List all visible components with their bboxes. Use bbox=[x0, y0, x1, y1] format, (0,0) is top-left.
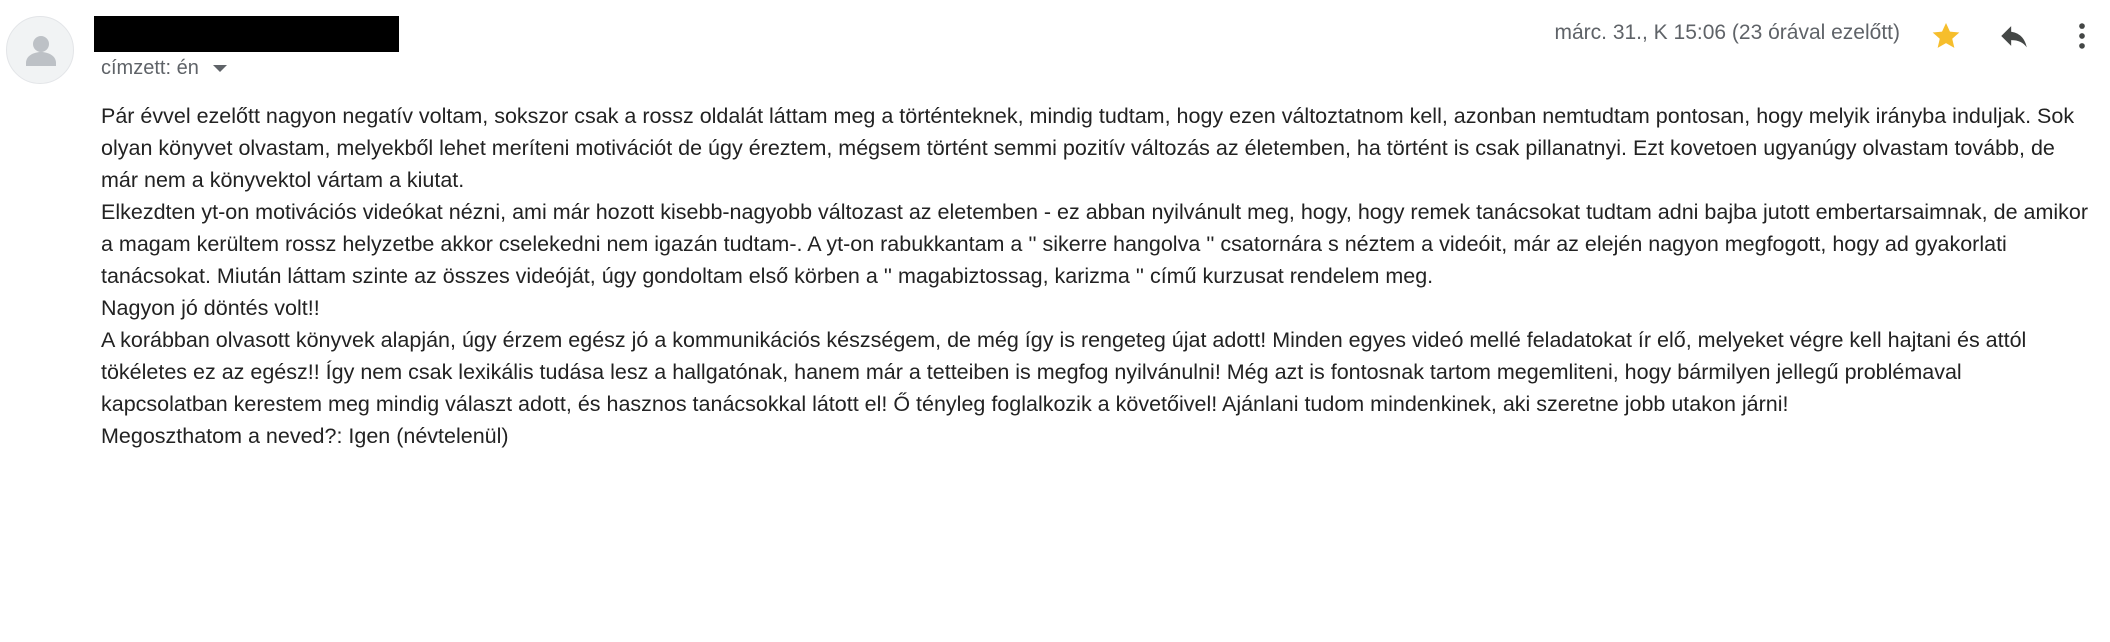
sender-name-redacted bbox=[94, 16, 399, 52]
reply-button[interactable] bbox=[1992, 14, 2036, 58]
message-timestamp: márc. 31., K 15:06 (23 órával ezelőtt) bbox=[1554, 21, 1900, 44]
message-paragraph: Pár évvel ezelőtt nagyon negatív voltam, sokszor csak a rossz oldalát láttam meg a történteknek, mindig tudtam, hogy ezen változtatnom kell, azonban nemtudtam pontosan, hogy melyik irányba induljak. Sok olyan könyvet olvastam, melyekből lehet meríteni motivációt de úgy éreztem, mégsem történt semmi pozitív változás az életemben, ha történt is csak pillanatnyi. Ezt kovetoen ugyanúgy olvastam tovább, de már nem a könyvektol vártam a kiutat. bbox=[101, 104, 2075, 192]
reply-icon bbox=[1997, 19, 2031, 53]
star-icon bbox=[1929, 19, 1963, 53]
recipient-label: címzett: én bbox=[101, 56, 199, 79]
person-icon bbox=[7, 17, 74, 84]
star-button[interactable] bbox=[1924, 14, 1968, 58]
more-options-button[interactable] bbox=[2060, 14, 2104, 58]
recipient-details-toggle[interactable] bbox=[101, 55, 227, 81]
message-paragraph: Nagyon jó döntés volt!! bbox=[101, 296, 320, 320]
more-vert-icon bbox=[2065, 19, 2099, 53]
message-paragraph: Megoszthatom a neved?: Igen (névtelenül) bbox=[101, 424, 509, 448]
message-body bbox=[101, 100, 2091, 452]
caret-down-icon bbox=[213, 65, 227, 72]
message-paragraph: A korábban olvasott könyvek alapján, úgy érzem egész jó a kommunikációs készségem, de még így is rengeteg újat adott! Minden egyes videó mellé feladatokat ír elő, melyeket végre kell hajtani és attól tökéletes ez az egész!! Így nem csak lexikális tudása lesz a hallgatónak, hanem már a tetteiben is megfog nyilvánulni! Még azt is fontosnak tartom megemliteni, hogy bármilyen jellegű problémaval kapcsolatban kerestem meg mindig választ adott, és hasznos tanácsokkal látott el! Ő tényleg foglalkozik a követőivel! Ajánlani tudom mindenkinek, aki szeretne jobb utakon járni! bbox=[101, 328, 2027, 416]
message-paragraph: Elkezdten yt-on motivációs videókat nézni, ami már hozott kisebb-nagyobb változast az eletemben - ez abban nyilvánult meg, hogy, hogy remek tanácsokat tudtam adni bajba jutott embertarsaimnak, de amikor a magam kerültem rossz helyzetbe akkor cselekedni nem igazán tudtam-. A yt-on rabukkantam a '' sikerre hangolva '' csatornára s néztem a videóit, már az elején nagyon megfogott, hogy ad gyakorlati tanácsokat. Miután láttam szinte az összes videóját, úgy gondoltam első körben a '' magabiztossag, karizma '' című kurzusat rendelem meg. bbox=[101, 200, 2089, 288]
sender-avatar[interactable] bbox=[6, 16, 74, 84]
